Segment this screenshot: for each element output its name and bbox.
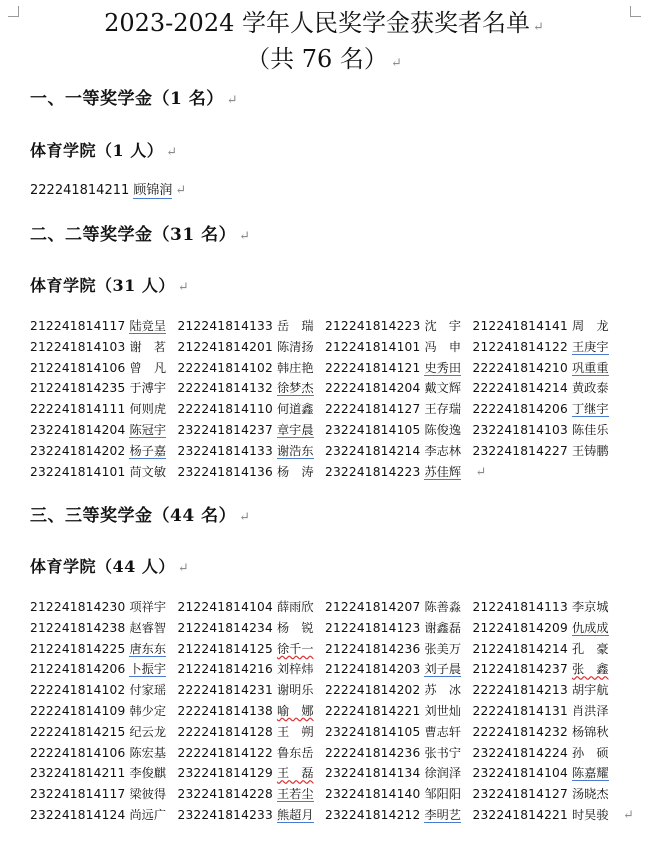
student-entry [30, 743, 178, 764]
student-name: 曹志轩 [424, 724, 462, 739]
student-name: 胡宇航 [571, 683, 609, 698]
student-entry [325, 784, 473, 805]
student-name: 唐东东 [129, 641, 167, 656]
student-entry [178, 462, 326, 483]
student-name: 李明艺 [424, 807, 462, 822]
student-entry [325, 378, 473, 399]
student-id: 212241814117 [30, 319, 126, 333]
list-row [30, 784, 634, 805]
student-name: 何则虎 [129, 402, 167, 417]
student-id: 232241814136 [177, 464, 273, 479]
list-row [30, 420, 620, 441]
student-name: 徐千一 [276, 641, 314, 656]
student-entry [30, 659, 178, 680]
student-name: 徐润泽 [424, 766, 462, 781]
student-entry [473, 722, 621, 743]
student-name: 沈 宇 [424, 319, 462, 333]
student-name: 鲁东岳 [276, 745, 314, 760]
student-name: 陈善淼 [424, 600, 462, 614]
student-entry [473, 399, 621, 420]
student-name: 曾 凡 [129, 360, 167, 375]
list-row [30, 680, 634, 701]
student-id: 222241814110 [177, 402, 273, 417]
student-name: 喻 娜 [276, 703, 314, 718]
student-name: 孙 硕 [571, 745, 609, 760]
list-row [30, 399, 620, 420]
student-name: 卜振宇 [129, 662, 167, 677]
student-id: 222241814132 [177, 381, 273, 396]
third-prize-list [30, 597, 634, 826]
student-id: 212241814104 [177, 600, 273, 614]
student-name: 杨子嘉 [129, 443, 167, 458]
list-row [30, 316, 620, 337]
paragraph-mark-icon: ↵ [175, 183, 187, 198]
student-id: 212241814207 [325, 600, 421, 614]
student-id: 232241814105 [325, 422, 421, 437]
student-name: 谢 茗 [129, 339, 167, 354]
student-id: 222241814221 [325, 703, 421, 718]
student-name: 肖洪泽 [571, 703, 609, 718]
student-entry [30, 701, 178, 722]
student-entry [325, 763, 473, 784]
student-name: 于溥宇 [129, 381, 167, 396]
student-entry [473, 337, 621, 358]
student-id: 222241814202 [325, 683, 421, 698]
student-name: 黄政泰 [571, 381, 609, 396]
list-row [30, 378, 620, 399]
student-id: 212241814133 [177, 319, 273, 333]
student-id: 222241814109 [30, 703, 126, 718]
student-id: 212241814234 [177, 620, 273, 635]
student-name: 章宇晨 [276, 422, 314, 437]
student-entry [30, 763, 178, 784]
student-entry [30, 462, 178, 483]
student-entry [30, 639, 178, 660]
student-name: 张书宁 [424, 745, 462, 760]
student-name: 陈宏基 [129, 745, 167, 760]
student-entry [30, 680, 178, 701]
student-name: 谢明乐 [276, 683, 314, 698]
student-name: 徐梦杰 [276, 381, 314, 396]
student-entry [473, 420, 621, 441]
student-id: 222241814206 [472, 402, 568, 417]
student-entry [178, 639, 326, 660]
paragraph-mark-icon: ↵ [239, 510, 251, 525]
student-id: 222241814121 [325, 360, 421, 375]
student-entry [325, 701, 473, 722]
title-count-text: （共 76 名） [246, 45, 388, 73]
dept-heading-third-prize: 体育学院（44 人） ↵ [30, 557, 190, 576]
student-id: 222241814127 [325, 402, 421, 417]
student-id: 222241814138 [177, 703, 273, 718]
paragraph-mark-icon: ↵ [177, 280, 190, 295]
student-id: 232241814214 [325, 443, 421, 458]
student-id: 212241814238 [30, 620, 126, 635]
student-id: 222241814111 [30, 402, 126, 417]
student-name: 薛雨欣 [276, 600, 314, 614]
student-entry [325, 680, 473, 701]
list-row [30, 597, 634, 618]
student-id: 222241814214 [472, 381, 568, 396]
student-entry [178, 659, 326, 680]
student-name: 王若尘 [276, 787, 314, 802]
student-name: 李志林 [424, 443, 462, 458]
student-name: 付家瑶 [129, 683, 167, 698]
student-entry [30, 337, 178, 358]
student-entry [473, 358, 621, 379]
student-name: 王存瑞 [424, 402, 462, 417]
student-id: 222241814236 [325, 745, 421, 760]
student-id: 212241814230 [30, 600, 126, 614]
student-id: 212241814141 [472, 319, 568, 333]
student-id: 212241814122 [472, 339, 568, 354]
student-id: 222241814231 [177, 683, 273, 698]
student-name: 梁彼得 [129, 787, 167, 802]
student-entry [178, 399, 326, 420]
student-entry [30, 441, 178, 462]
student-entry [178, 358, 326, 379]
student-name: 冯 申 [424, 339, 462, 354]
dept-heading-second-prize: 体育学院（31 人） ↵ [30, 276, 190, 295]
student-entry [325, 420, 473, 441]
student-entry [473, 441, 621, 462]
student-id: 232241814117 [30, 787, 126, 802]
paragraph-mark-icon: ↵ [226, 93, 239, 108]
student-name: 王铸鹏 [571, 443, 609, 458]
student-name: 张美万 [424, 641, 462, 656]
section-heading-third-prize: 三、三等奖学金（44 名） ↵ [30, 506, 251, 526]
student-entry [30, 316, 178, 337]
student-name: 史秀田 [424, 360, 462, 375]
list-row [30, 441, 620, 462]
student-id: 232241814103 [472, 422, 568, 437]
student-name: 陈冠宇 [129, 422, 167, 437]
student-id: 212241814214 [472, 641, 568, 656]
student-id: 232241814228 [177, 787, 273, 802]
student-name: 熊超月 [276, 807, 314, 822]
student-name: 陈佳乐 [571, 422, 609, 437]
student-id: 232241814104 [472, 766, 568, 781]
student-id: 232241814127 [472, 787, 568, 802]
student-id: 222241814106 [30, 745, 126, 760]
student-entry [325, 358, 473, 379]
student-id: 222241814204 [325, 381, 421, 396]
student-id: 232241814105 [325, 724, 421, 739]
list-row [30, 337, 620, 358]
student-name: 陈俊逸 [424, 422, 462, 437]
student-id: 222241814232 [472, 724, 568, 739]
student-name: 周 龙 [571, 319, 609, 333]
student-id: 212241814103 [30, 339, 126, 354]
student-entry [473, 763, 621, 784]
student-entry [30, 618, 178, 639]
student-entry [178, 618, 326, 639]
student-name: 王庚宇 [571, 339, 609, 354]
student-entry [178, 597, 326, 618]
student-name: 丁继宇 [571, 402, 609, 417]
student-entry [325, 337, 473, 358]
student-name: 李俊麒 [129, 766, 167, 781]
student-name: 时昊骏 [571, 807, 609, 822]
list-row [30, 618, 634, 639]
student-entry [473, 805, 621, 826]
student-entry [473, 618, 621, 639]
student-entry [30, 722, 178, 743]
student-id: 212241814216 [177, 662, 273, 677]
student-id: 222241814210 [472, 360, 568, 375]
student-id: 232241814233 [177, 807, 273, 822]
student-entry [473, 701, 621, 722]
student-name: 陈嘉耀 [571, 766, 609, 781]
list-row [30, 358, 620, 379]
student-id: 212241814225 [30, 641, 126, 656]
list-row [30, 659, 634, 680]
student-id: 212241814209 [472, 620, 568, 635]
student-name: 何道鑫 [276, 402, 314, 417]
student-entry [30, 358, 178, 379]
student-id: 222241814102 [177, 360, 273, 375]
student-entry [473, 659, 621, 680]
student-name: 邹阳阳 [424, 787, 462, 802]
student-entry [325, 639, 473, 660]
student-id: 212241814237 [472, 662, 568, 677]
student-name: 戴文辉 [424, 381, 462, 396]
first-prize-entry: 222241814211 顾锦润 ↵ [30, 183, 187, 198]
student-name: 谢鑫磊 [424, 620, 462, 635]
student-name: 王 朔 [276, 724, 314, 739]
student-entry [30, 597, 178, 618]
student-name: 巩重重 [571, 360, 609, 375]
title-text: 2023-2024 学年人民奖学金获奖者名单 [104, 9, 530, 37]
student-entry [178, 763, 326, 784]
section-heading-second-prize: 二、二等奖学金（31 名） ↵ [30, 225, 251, 245]
student-id: 222241814213 [472, 683, 568, 698]
student-name: 刘子晨 [424, 662, 462, 677]
student-entry [473, 784, 621, 805]
student-id: 232241814129 [177, 766, 273, 781]
document-title-line1 [0, 8, 648, 43]
student-entry [30, 399, 178, 420]
student-id: 232241814211 [30, 766, 126, 781]
student-name: 刘世灿 [424, 703, 462, 718]
student-name: 韩庄艳 [276, 360, 314, 375]
paragraph-mark-icon: ↵ [623, 807, 634, 823]
student-entry [325, 805, 473, 826]
student-entry [178, 701, 326, 722]
student-entry [473, 597, 621, 618]
student-entry [178, 743, 326, 764]
student-id: 212241814125 [177, 641, 273, 656]
student-id: 212241814201 [177, 339, 273, 354]
student-id: 232241814134 [325, 766, 421, 781]
section-heading-first-prize: 一、一等奖学金（1 名） ↵ [30, 89, 239, 109]
student-id: 232241814212 [325, 807, 421, 822]
student-entry [473, 680, 621, 701]
student-entry [30, 378, 178, 399]
student-id: 232241814221 [472, 807, 568, 822]
student-entry [325, 659, 473, 680]
student-id: 212241814203 [325, 662, 421, 677]
student-entry [178, 722, 326, 743]
student-name: 汤晓杰 [571, 787, 609, 802]
student-id: 232241814227 [472, 443, 568, 458]
paragraph-mark-icon: ↵ [239, 229, 251, 244]
student-entry [325, 722, 473, 743]
student-name: 岳 瑞 [276, 319, 314, 333]
student-name: 纪云龙 [129, 724, 167, 739]
student-name: 孔 豪 [571, 641, 609, 656]
student-id: 212241814101 [325, 339, 421, 354]
list-row [30, 805, 634, 826]
student-entry [178, 378, 326, 399]
paragraph-mark-icon: ↵ [533, 20, 544, 35]
student-entry [325, 399, 473, 420]
student-id: 232241814224 [472, 745, 568, 760]
student-name: 苏佳辉 [424, 464, 462, 479]
student-entry [178, 784, 326, 805]
student-id: 212241814236 [325, 641, 421, 656]
student-entry [325, 441, 473, 462]
student-name: 尚远广 [129, 807, 167, 822]
student-id: 222241814122 [177, 745, 273, 760]
student-id: 212241814123 [325, 620, 421, 635]
student-name: 陆竞呈 [129, 319, 167, 333]
paragraph-mark-icon: ↵ [166, 145, 178, 160]
student-id: 232241814223 [325, 464, 421, 479]
student-id: 232241814202 [30, 443, 126, 458]
student-id: 232241814133 [177, 443, 273, 458]
student-entry [473, 316, 621, 337]
student-name: 谢浩东 [276, 443, 314, 458]
student-id: 232241814101 [30, 464, 126, 479]
student-name: 杨 锐 [276, 620, 314, 635]
list-row [30, 722, 634, 743]
student-id: 222241814102 [30, 683, 126, 698]
student-name: 刘梓炜 [276, 662, 314, 677]
student-name: 仇成成 [571, 620, 609, 635]
student-id: 212241814235 [30, 381, 126, 396]
student-entry [325, 316, 473, 337]
paragraph-mark-icon: ↵ [177, 561, 190, 576]
student-entry [325, 743, 473, 764]
student-entry [325, 597, 473, 618]
student-name: 苏 冰 [424, 683, 462, 698]
student-id: 222241814215 [30, 724, 126, 739]
student-id: 212241814113 [472, 600, 568, 614]
student-entry [30, 805, 178, 826]
second-prize-list [30, 316, 620, 482]
document-title-line2 [0, 44, 648, 79]
paragraph-mark-icon: ↵ [475, 464, 487, 480]
student-id: 212241814206 [30, 662, 126, 677]
student-entry [473, 743, 621, 764]
student-name: 韩少定 [129, 703, 167, 718]
student-entry [473, 639, 621, 660]
student-id: 232241814204 [30, 422, 126, 437]
student-id: 232241814140 [325, 787, 421, 802]
student-entry [178, 337, 326, 358]
student-id: 222241814128 [177, 724, 273, 739]
student-name: 杨 涛 [276, 464, 314, 479]
student-id: 232241814237 [177, 422, 273, 437]
student-entry [178, 680, 326, 701]
student-entry [473, 378, 621, 399]
student-id: 222241814131 [472, 703, 568, 718]
student-name: 苘文敏 [129, 464, 167, 479]
student-id: 212241814106 [30, 360, 126, 375]
student-entry [325, 462, 473, 483]
dept-heading-first-prize: 体育学院（1 人） ↵ [30, 141, 178, 160]
student-id: 232241814124 [30, 807, 126, 822]
student-name: 李京城 [571, 600, 609, 614]
student-entry [30, 420, 178, 441]
student-entry [30, 784, 178, 805]
student-name: 杨锦秋 [571, 724, 609, 739]
student-entry [178, 441, 326, 462]
paragraph-mark-icon: ↵ [390, 56, 402, 71]
student-name: 张 鑫 [571, 662, 609, 677]
student-entry [178, 316, 326, 337]
student-name: 陈清扬 [276, 339, 314, 354]
student-id: 212241814223 [325, 319, 421, 333]
student-entry [178, 420, 326, 441]
list-row [30, 639, 634, 660]
student-name: 赵睿智 [129, 620, 167, 635]
student-name: 项祥宇 [129, 600, 167, 614]
list-row [30, 701, 634, 722]
student-entry [325, 618, 473, 639]
student-name: 王 磊 [276, 766, 314, 781]
list-row [30, 743, 634, 764]
list-row [30, 462, 620, 483]
list-row [30, 763, 634, 784]
student-entry [178, 805, 326, 826]
